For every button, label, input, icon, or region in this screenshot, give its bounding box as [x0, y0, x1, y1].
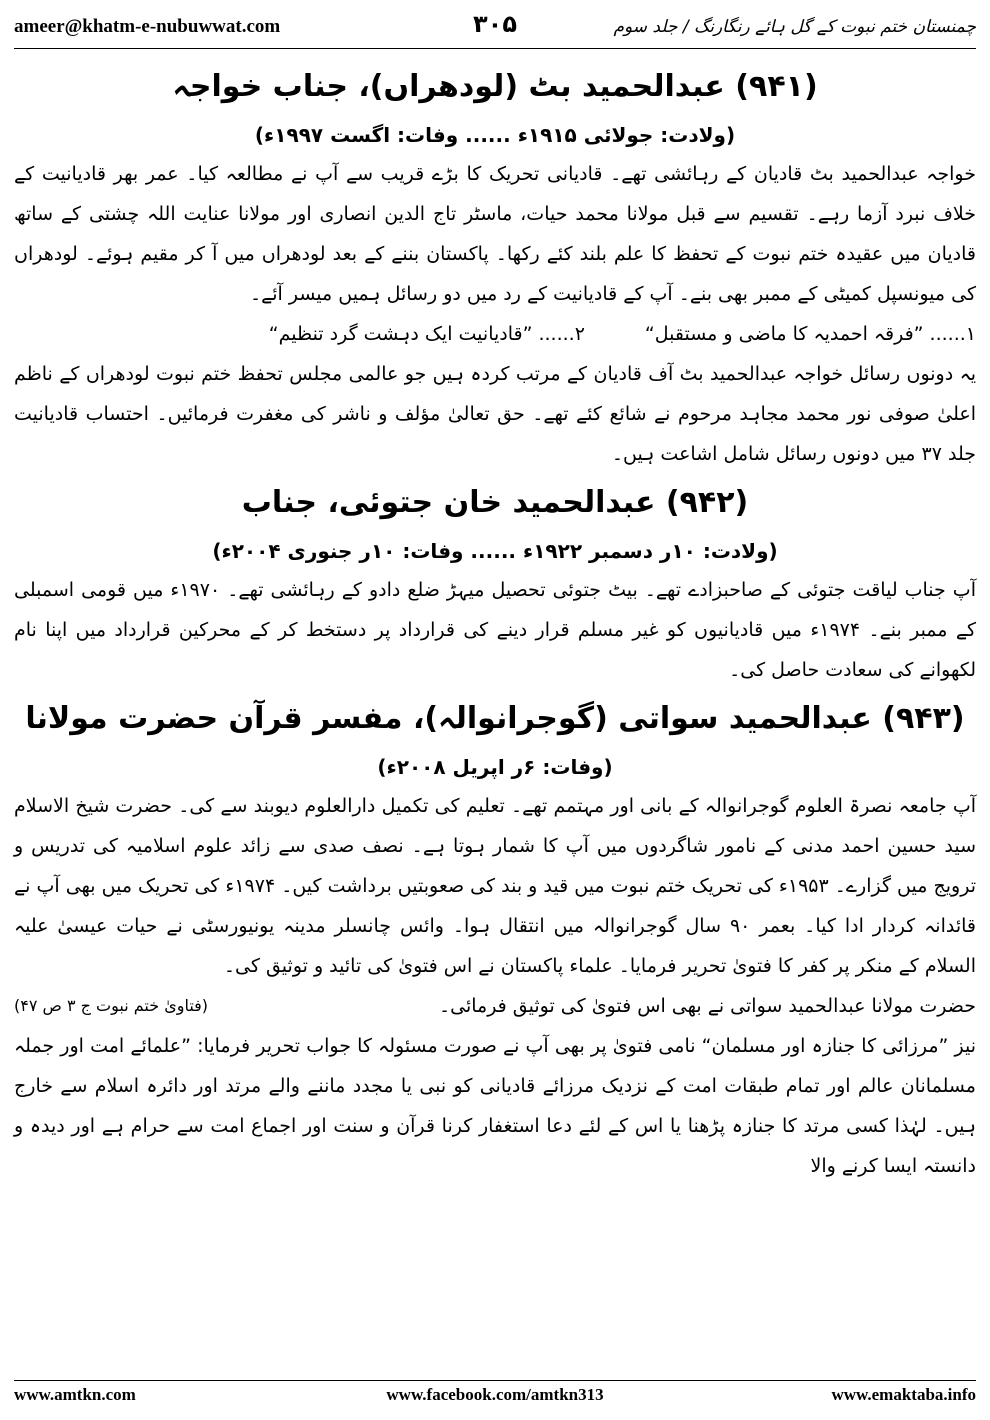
- footer-divider: [14, 1380, 976, 1381]
- footer-link-emaktaba[interactable]: www.emaktaba.info: [831, 1385, 976, 1404]
- booklet-list: [14, 314, 976, 354]
- entry-dates: (ولادت: جولائی ۱۹۱۵ء ...... وفات: اگست ۱۹۹۷ء): [254, 123, 736, 147]
- entry-heading: (۹۴۲) عبدالحمید خان جتوئی، جناب: [241, 485, 749, 520]
- entry-paragraph: آپ جناب لیاقت جتوئی کے صاحبزادے تھے۔ بیٹ جتوئی تحصیل میہڑ ضلع دادو کے رہائشی تھے۔ ۱۹۷۰ء میں قومی اسمبلی کے ممبر بنے۔ ۱۹۷۴ء میں قادیانیوں کو غیر مسلم قرار دینے کی قرارداد پر دستخط کر کے محرکین قرارداد میں اپنا نام لکھوانے کی سعادت حاصل کی۔: [14, 579, 976, 681]
- entry-paragraph: یہ دونوں رسائل خواجہ عبدالحمید بٹ آف قادیان کے مرتب کردہ ہیں جو عالمی مجلس تحفظ ختم نبوت لودھراں کے ناظم اعلیٰ صوفی نور محمد مجاہد مرحوم نے شائع کئے تھے۔ حق تعالیٰ مؤلف و ناشر کی مغفرت فرمائیں۔ احتساب قادیانیت جلد ۳۷ میں دونوں رسائل شامل اشاعت ہیں۔: [14, 363, 976, 465]
- entry-941: [14, 58, 976, 474]
- header-email: ameer@khatm-e-nubuwwat.com: [14, 16, 281, 37]
- booklet-item: [269, 314, 585, 354]
- booklet-title: ”قادیانیت ایک دہشت گرد تنظیم“: [268, 323, 533, 345]
- entry-paragraph: خواجہ عبدالحمید بٹ قادیان کے رہائشی تھے۔ قادیانی تحریک کا بڑے قریب سے آپ نے مطالعہ کیا۔ عمر بھر قادیانیت کے خلاف نبرد آزما رہے۔ تقسیم سے قبل مولانا محمد حیات، ماسٹر تاج الدین انصاری اور مولانا عنایت اللہ چشتی کے ساتھ قادیان میں عقیدہ ختم نبوت کے تحفظ کا علم بلند کئے رکھا۔ پاکستان بننے کے بعد لودھراں میں آ کر مقیم ہوئے۔ لودھراں کی میونسپل کمیٹی کے ممبر بھی بنے۔ آپ کے قادیانیت کے رد میں دو رسائل ہمیں میسر آئے۔: [14, 163, 976, 305]
- book-title: چمنستان ختم نبوت کے گل ہائے رنگارنگ / جلد سوم: [613, 17, 976, 37]
- header-divider: [14, 48, 976, 49]
- citation-line: [14, 986, 976, 1026]
- entry-943: [14, 690, 976, 1186]
- entry-paragraph: آپ جامعہ نصرۃ العلوم گوجرانوالہ کے بانی اور مہتمم تھے۔ تعلیم کی تکمیل دارالعلوم دیوبند سے کی۔ حضرت شیخ الاسلام سید حسین احمد مدنی کے نامور شاگردوں میں آپ کا شمار ہوتا ہے۔ نصف صدی سے زائد علوم اسلامیہ کی تدریس و ترویج میں گزارے۔ ۱۹۵۳ء کی تحریک ختم نبوت میں قید و بند کی صعوبتیں برداشت کیں۔ ۱۹۷۴ء کی تحریک میں بھی آپ نے قائدانہ کردار ادا کیا۔ بعمر ۹۰ سال گوجرانوالہ میں انتقال ہوا۔ وائس چانسلر مدینہ یونیورسٹی نے حیات عیسیٰ علیہ السلام کے منکر پر کفر کا فتویٰ تحریر فرمایا۔ علماء پاکستان نے اس فتویٰ کی تائید و توثیق کی۔: [14, 795, 976, 977]
- entry-dates: (وفات: ۶ر اپریل ۲۰۰۸ء): [377, 755, 613, 779]
- entry-942: [14, 474, 976, 690]
- entry-paragraph: نیز ”مرزائی کا جنازہ اور مسلمان“ نامی فتویٰ پر بھی آپ نے صورت مسئولہ کا جواب تحریر فرمایا: ”علمائے امت اور جملہ مسلمانان عالم اور تمام طبقات امت کے نزدیک مرزائے قادیانی کو نبی یا مجدد ماننے والے مرتد اور دائرہ اسلام سے خارج ہیں۔ لہٰذا کسی مرتد کا جنازہ پڑھنا یا اس کے لئے دعا استغفار کرنا قرآن و سنت اور اجماع امت سے حرام ہے اور دیدہ و دانستہ ایسا کرنے والا: [14, 1035, 976, 1177]
- footer-link-facebook[interactable]: www.facebook.com/amtkn313: [386, 1385, 604, 1404]
- page-body: [14, 58, 976, 1186]
- booklet-number: ۱......: [929, 323, 976, 345]
- page-footer: [14, 1385, 976, 1413]
- entry-dates: (ولادت: ۱۰ر دسمبر ۱۹۲۲ء ...... وفات: ۱۰ر جنوری ۲۰۰۴ء): [212, 539, 778, 563]
- booklet-number: ۲......: [538, 323, 585, 345]
- citation-reference: (فتاویٰ ختم نبوت ج ۳ ص ۴۷): [14, 996, 209, 1015]
- citation-text: حضرت مولانا عبدالحمید سواتی نے بھی اس فتویٰ کی توثیق فرمائی۔: [438, 995, 976, 1017]
- page-header: [14, 10, 976, 46]
- entry-heading: (۹۴۱) عبدالحمید بٹ (لودھراں)، جناب خواجہ: [172, 69, 818, 104]
- entry-heading: (۹۴۳) عبدالحمید سواتی (گوجرانوالہ)، مفسر قرآن حضرت مولانا: [25, 701, 965, 736]
- booklet-title: ”فرقہ احمدیہ کا ماضی و مستقبل“: [644, 323, 924, 345]
- footer-link-amtkn[interactable]: www.amtkn.com: [14, 1385, 136, 1404]
- page-number: ۳۰۵: [473, 10, 517, 38]
- booklet-item: [645, 314, 976, 354]
